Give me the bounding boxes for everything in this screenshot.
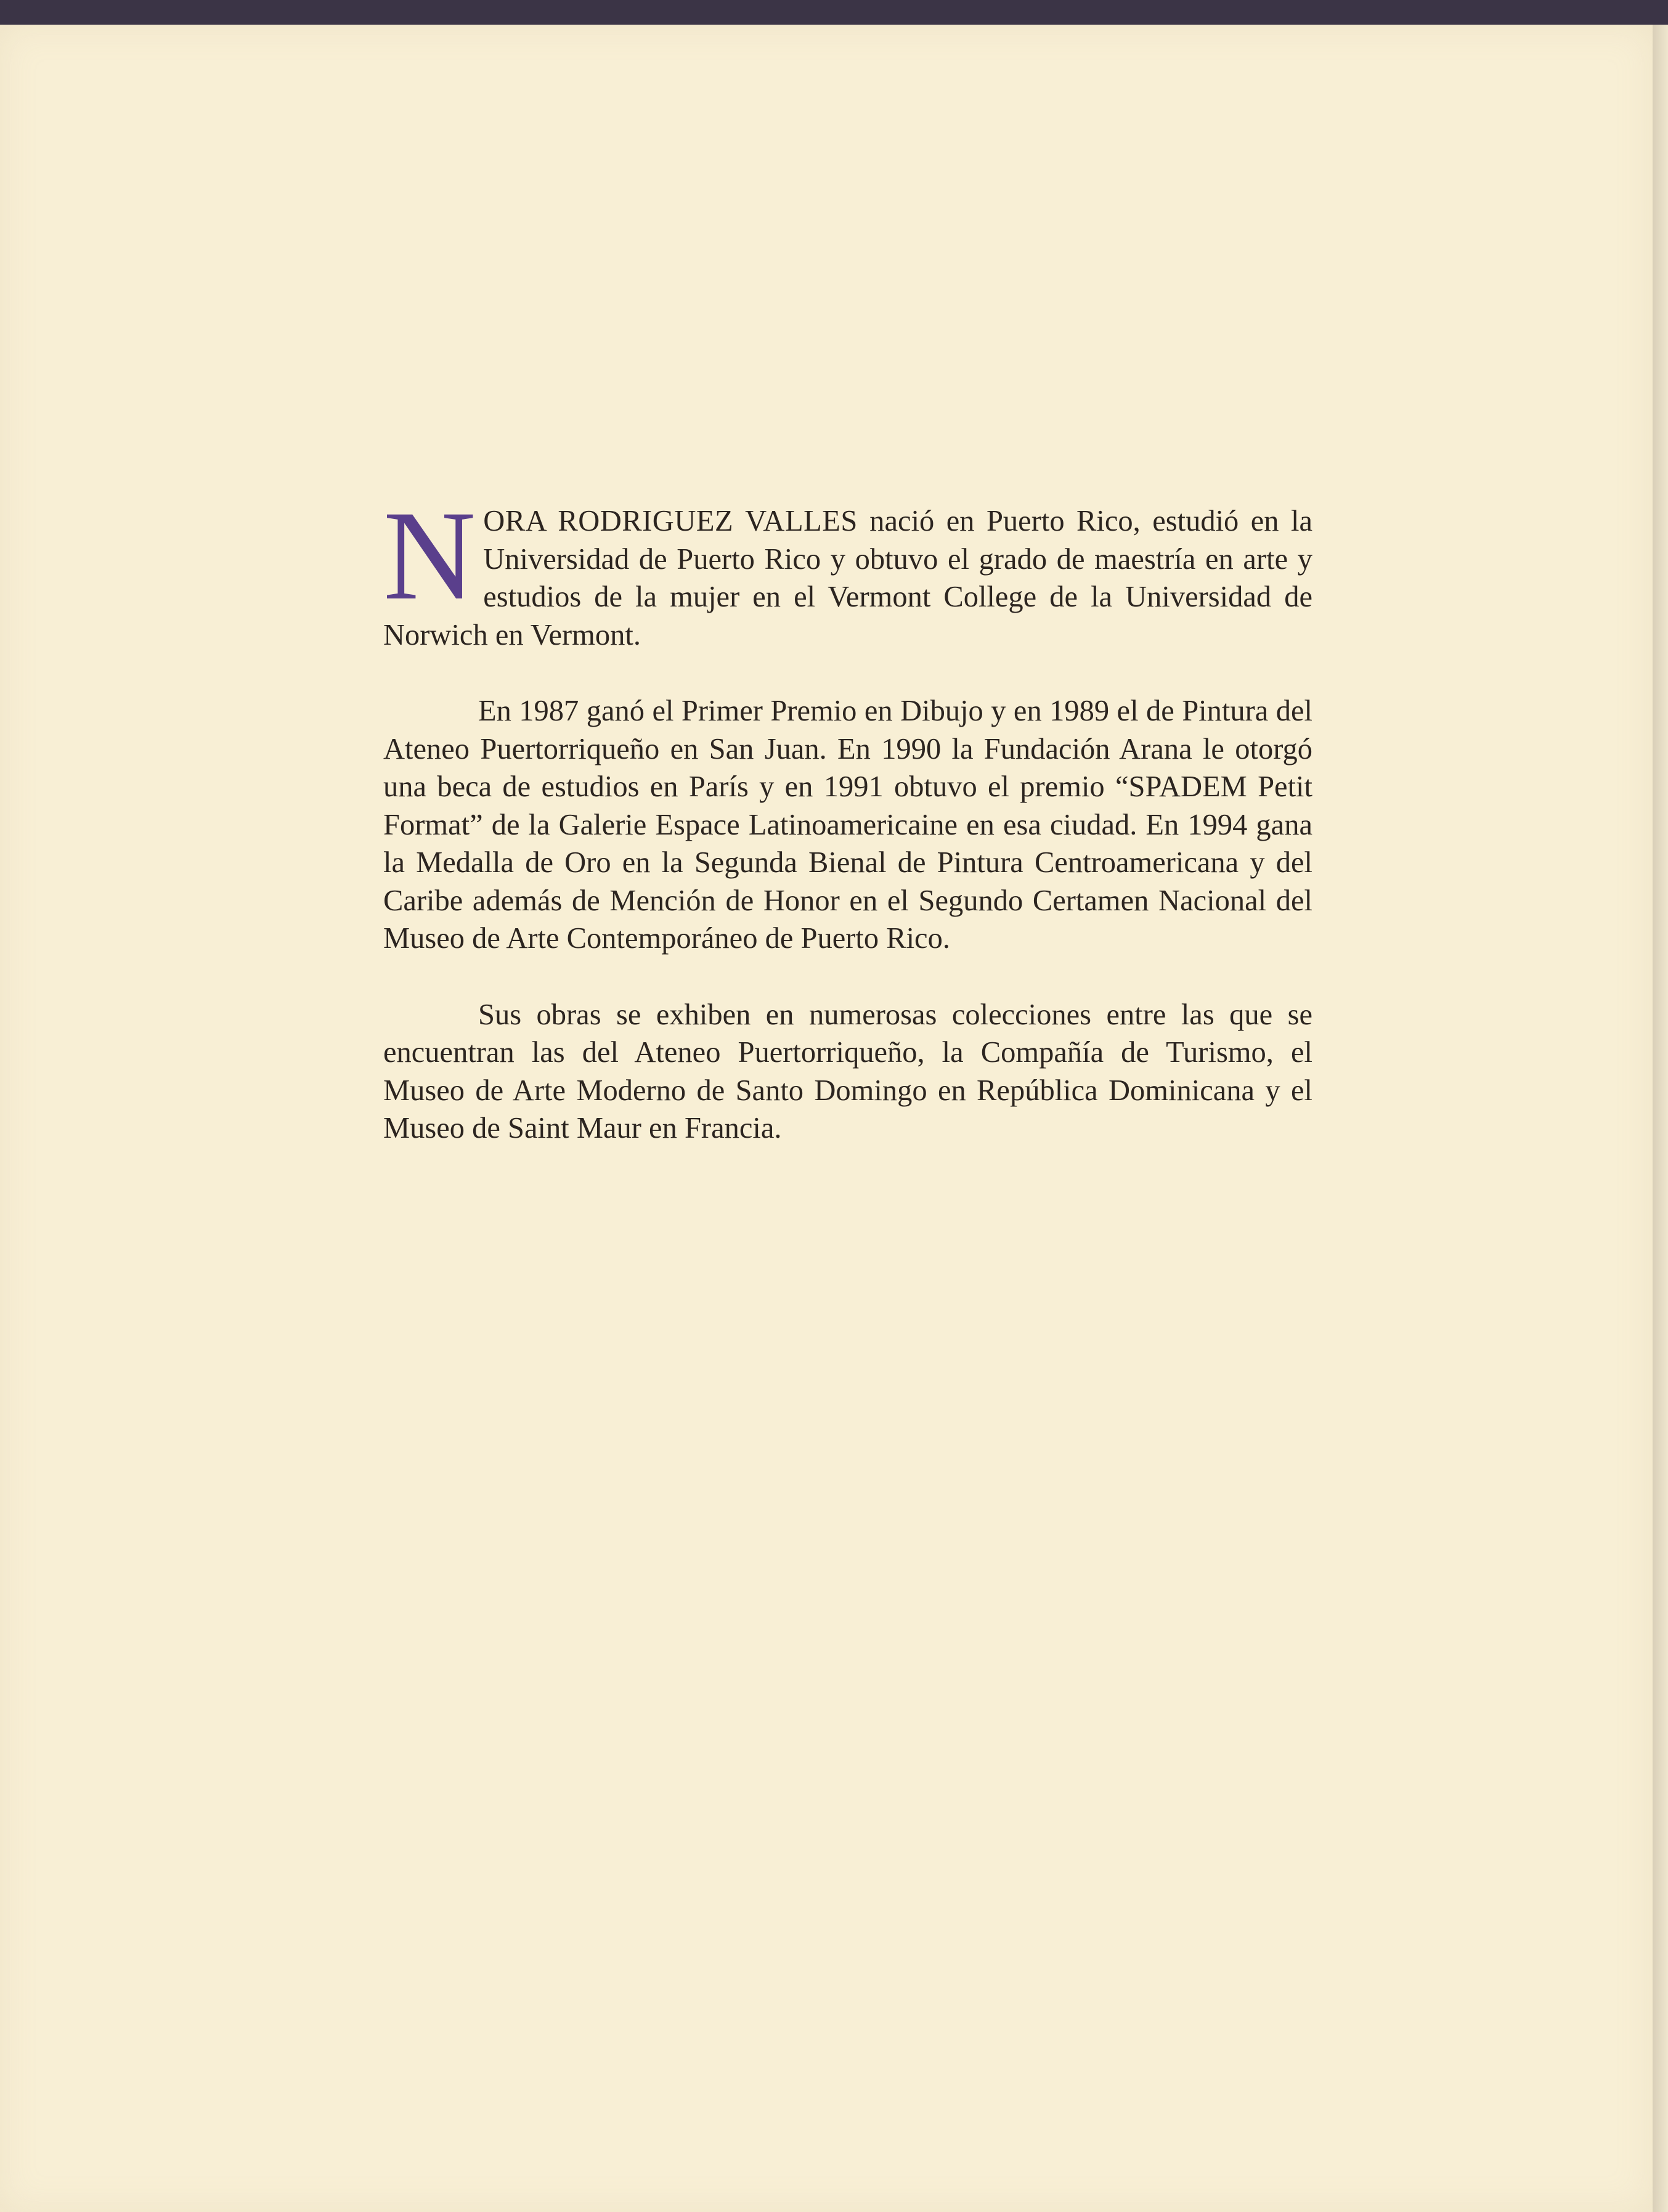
page-sheet — [0, 25, 1653, 2212]
paragraph-1-text: nació en Puerto Rico, estudió en la Universidad de Puerto Rico y obtuvo el grado de maestría en arte y estudios de la mujer en el Vermont College de la Universidad de Norwich en Vermont. — [383, 505, 1312, 651]
page-edge — [1653, 25, 1668, 2212]
lead-name: ORA RODRIGUEZ VALLES — [483, 505, 858, 537]
biography-text — [383, 484, 1312, 1148]
paragraph-2: En 1987 ganó el Primer Premio en Dibujo y en 1989 el de Pintura del Ateneo Puertorriqueño en San Juan. En 1990 la Fundación Arana le otorgó una beca de estudios en París y en 1991 obtuvo el premio “SPADEM Petit Format” de la Galerie Espace Latinoamericaine en esa ciudad. En 1994 gana la Medalla de Oro en la Segunda Bienal de Pintura Centroamericana y del Caribe además de Mención de Honor en el Segundo Certamen Nacional del Museo de Arte Contemporáneo de Puerto Rico. — [383, 695, 1312, 955]
drop-cap: N — [383, 484, 476, 626]
paragraph-1 — [383, 484, 1312, 654]
paragraph-3: Sus obras se exhiben en numerosas colecciones entre las que se encuentran las del Ateneo Puertorriqueño, la Compañía de Turismo, el Museo de Arte Moderno de Santo Domingo en República Dominicana y el Museo de Saint Maur en Francia. — [383, 998, 1312, 1145]
